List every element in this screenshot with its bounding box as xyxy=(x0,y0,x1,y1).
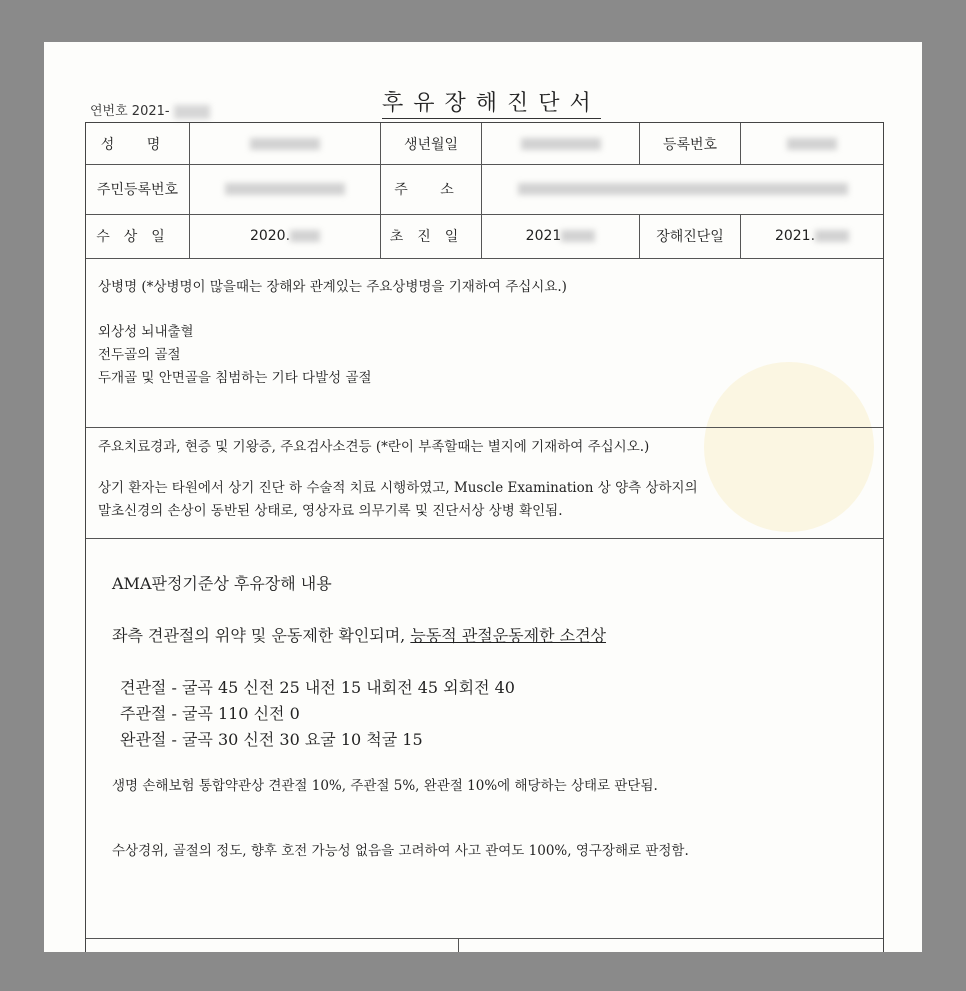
ama-section xyxy=(86,539,883,939)
serial-label: 연번호 2021- xyxy=(90,104,170,119)
signature-divider xyxy=(458,939,459,952)
first-visit-label: 초진일 xyxy=(381,214,482,258)
treatment-heading: 주요치료경과, 현증 및 기왕증, 주요검사소견등 (*란이 부족할때는 별지에 기재하여 주십시오.) xyxy=(98,439,650,455)
treatment-text-line-1: 상기 환자는 타원에서 상기 진단 하 수술적 치료 시행하였고, Muscle Examination 상 양측 상하지의 xyxy=(98,480,698,496)
resident-no-value xyxy=(190,164,381,214)
birth-label: 생년월일 xyxy=(381,123,482,164)
ama-finding: 좌측 견관절의 위약 및 운동제한 확인되며, 능동적 관절운동제한 소견상 xyxy=(112,626,607,645)
injury-date-value: 2020. xyxy=(190,214,381,258)
name-value xyxy=(190,123,381,164)
rom-line: 견관절 - 굴곡 45 신전 25 내전 15 내회전 45 외회전 40 xyxy=(120,678,515,697)
info-row-1 xyxy=(86,123,883,165)
certificate-form xyxy=(85,122,884,952)
name-label: 성 명 xyxy=(86,123,190,164)
document-title: 후유장해진단서 xyxy=(382,86,601,119)
treatment-section xyxy=(86,428,883,539)
serial-number xyxy=(90,100,210,119)
diagnosis-date-value: 2021. xyxy=(741,214,883,258)
diagnosis-item: 전두골의 골절 xyxy=(98,347,181,363)
redacted-serial xyxy=(174,105,210,119)
info-row-2 xyxy=(86,164,883,215)
diagnosis-item: 외상성 뇌내출혈 xyxy=(98,324,194,340)
reg-no-value xyxy=(741,123,883,164)
document-page xyxy=(44,42,922,952)
diagnosis-date-label: 장해진단일 xyxy=(640,214,741,258)
diagnosis-section xyxy=(86,258,883,428)
signature-row xyxy=(86,938,883,952)
rom-line: 완관절 - 굴곡 30 신전 30 요굴 10 척굴 15 xyxy=(120,730,423,749)
diagnosis-heading: 상병명 (*상병명이 많을때는 장해와 관계있는 주요상병명을 기재하여 주십시요.) xyxy=(98,279,567,295)
injury-date-label: 수상일 xyxy=(86,214,190,258)
conclusion: 수상경위, 골절의 정도, 향후 호전 가능성 없음을 고려하여 사고 관여도 100%, 영구장해로 판정함. xyxy=(112,843,689,859)
diagnosis-item: 두개골 및 안면골을 침범하는 기타 다발성 골절 xyxy=(98,370,372,386)
address-value xyxy=(482,164,883,214)
info-row-3 xyxy=(86,214,883,259)
ama-finding-underlined: 능동적 관절운동제한 소견상 xyxy=(410,626,607,645)
resident-no-label: 주민등록번호 xyxy=(86,164,190,214)
reg-no-label: 등록번호 xyxy=(640,123,741,164)
address-label: 주 소 xyxy=(381,164,482,214)
first-visit-value: 2021 xyxy=(482,214,640,258)
ama-title: AMA판정기준상 후유장해 내용 xyxy=(112,574,332,593)
rom-line: 주관절 - 굴곡 110 신전 0 xyxy=(120,704,300,723)
insurance-judgment: 생명 손해보험 통합약관상 견관절 10%, 주관절 5%, 완관절 10%에 해당하는 상태로 판단됨. xyxy=(112,778,658,794)
treatment-text-line-2: 말초신경의 손상이 동반된 상태로, 영상자료 의무기록 및 진단서상 상병 확인됨. xyxy=(98,503,563,519)
birth-value xyxy=(482,123,640,164)
